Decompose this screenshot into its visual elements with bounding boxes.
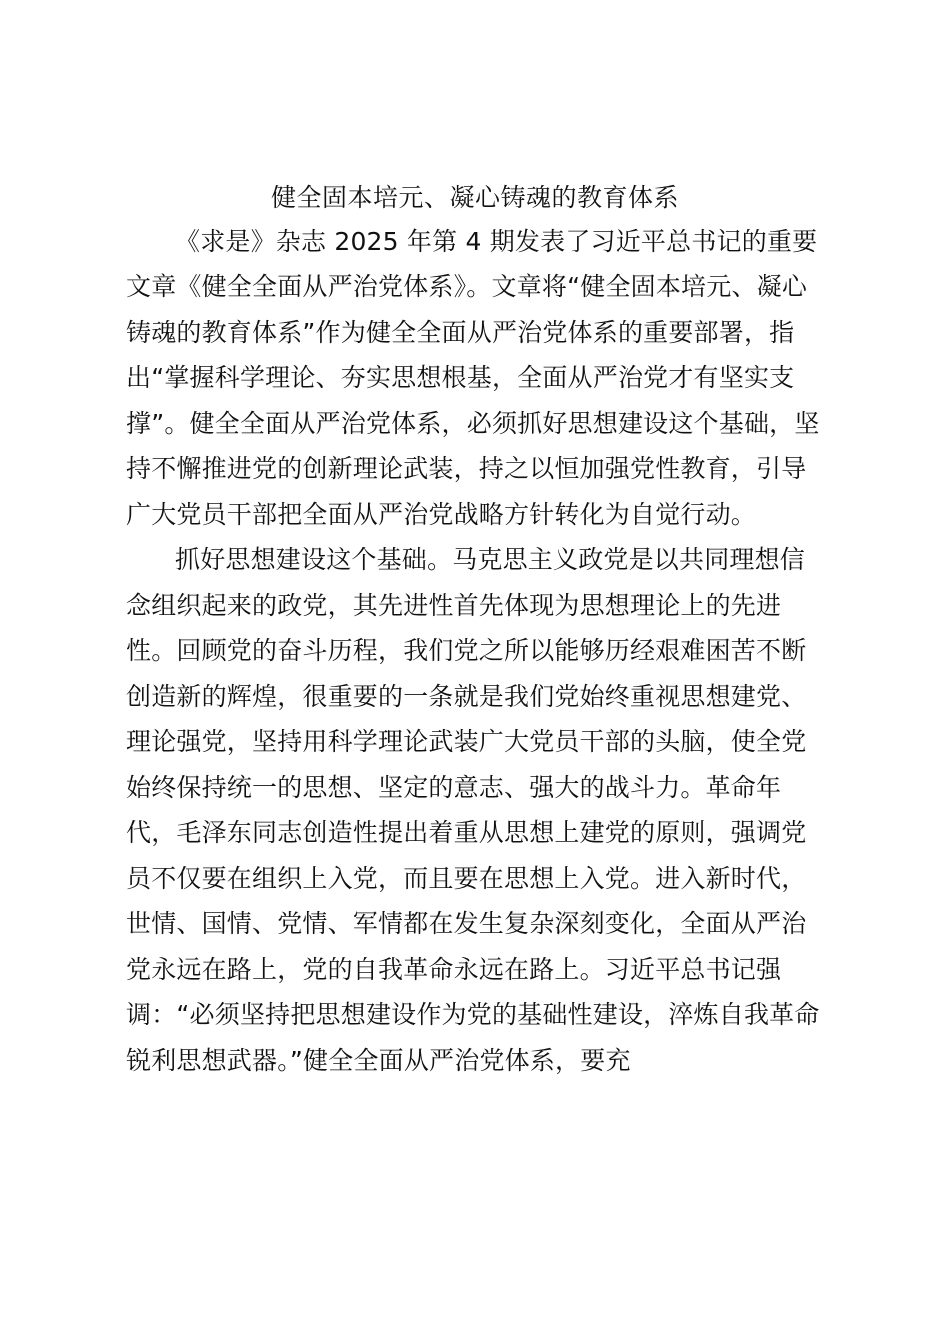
paragraph-2-line-8: 员不仅要在组织上入党，而且要在思想上入党。进入新时代， <box>126 864 807 893</box>
paragraph-2-line-2: 念组织起来的政党，其先进性首先体现为思想理论上的先进 <box>126 591 782 620</box>
paragraph-2-line-11: 调：“必须坚持把思想建设作为党的基础性建设，淬炼自我革命 <box>126 1000 820 1029</box>
paragraph-2-line-7: 代，毛泽东同志创造性提出着重从思想上建党的原则，强调党 <box>126 818 807 847</box>
paragraph-2-line-12: 锐利思想武器。”健全全面从严治党体系，要充 <box>126 1046 631 1075</box>
paragraph-2-line-10: 党永远在路上，党的自我革命永远在路上。习近平总书记强 <box>126 955 782 984</box>
paragraph-2-line-4: 创造新的辉煌，很重要的一条就是我们党始终重视思想建党、 <box>126 682 807 711</box>
paragraph-2-line-3: 性。回顾党的奋斗历程，我们党之所以能够历经艰难困苦不断 <box>126 636 807 665</box>
paragraph-1-line-3: 铸魂的教育体系”作为健全全面从严治党体系的重要部署，指 <box>126 318 795 347</box>
document-title: 健全固本培元、凝心铸魂的教育体系 <box>270 183 679 212</box>
paragraph-2-line-9: 世情、国情、党情、军情都在发生复杂深刻变化，全面从严治 <box>126 909 807 938</box>
paragraph-2-line-5: 理论强党，坚持用科学理论武装广大党员干部的头脑，使全党 <box>126 727 807 756</box>
paragraph-1-line-2: 文章《健全全面从严治党体系》。文章将“健全固本培元、凝心 <box>126 272 808 301</box>
paragraph-1-line-7: 广大党员干部把全面从严治党战略方针转化为自觉行动。 <box>126 500 757 529</box>
paragraph-1-line-6: 持不懈推进党的创新理论武装，持之以恒加强党性教育，引导 <box>126 454 807 483</box>
paragraph-1-line-4: 出“掌握科学理论、夯实思想根基，全面从严治党才有坚实支 <box>126 363 795 392</box>
paragraph-1-line-5: 撑”。健全全面从严治党体系，必须抓好思想建设这个基础，坚 <box>126 409 820 438</box>
paragraph-2-line-6: 始终保持统一的思想、坚定的意志、强大的战斗力。革命年 <box>126 773 782 802</box>
paragraph-2-line-1: 抓好思想建设这个基础。马克思主义政党是以共同理想信 <box>175 545 806 574</box>
paragraph-1-line-1: 《求是》杂志 2025 年第 4 期发表了习近平总书记的重要 <box>175 227 818 256</box>
